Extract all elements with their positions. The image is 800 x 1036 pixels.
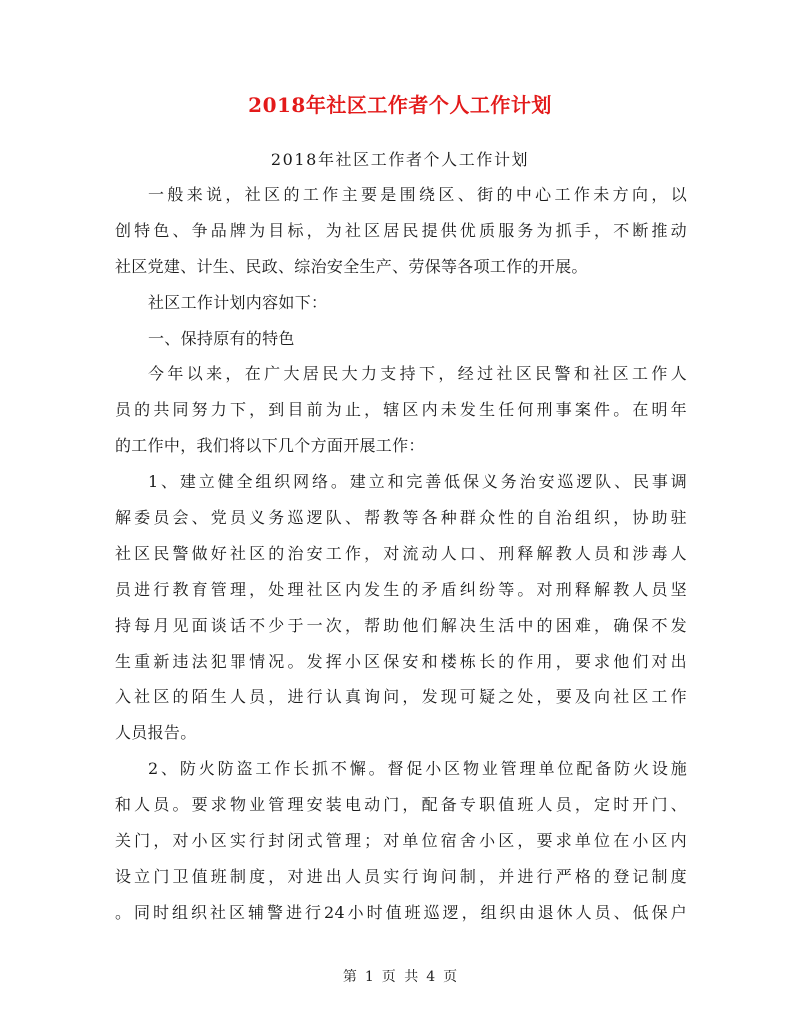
current-page-number: 1	[364, 969, 374, 985]
page-label-prefix: 第	[342, 969, 357, 985]
body-line: 持每月见面谈话不少于一次，帮助他们解决生活中的困难，确保不发	[115, 615, 687, 635]
body-line: 员进行教育管理，处理社区内发生的矛盾纠纷等。对刑释解教人员坚	[115, 579, 687, 599]
page-footer	[0, 966, 800, 988]
body-line: 和人员。要求物业管理安装电动门，配备专职值班人员，定时开门、	[115, 795, 687, 815]
body-line: 社区工作计划内容如下：	[148, 292, 328, 312]
document-subtitle: 2018年社区工作者个人工作计划	[270, 150, 530, 169]
body-line: 今年以来，在广大居民大力支持下，经过社区民警和社区工作人	[148, 364, 687, 384]
body-line: 员的共同努力下，到目前为止，辖区内未发生任何刑事案件。在明年	[115, 400, 687, 420]
body-line: 社区党建、计生、民政、综治安全生产、劳保等各项工作的开展。	[115, 256, 588, 276]
body-line: 设立门卫值班制度，对进出人员实行询问制，并进行严格的登记制度	[115, 866, 687, 886]
page-label-mid: 页 共	[381, 969, 419, 985]
page-label-suffix: 页	[443, 969, 458, 985]
document-body	[115, 182, 687, 936]
body-line: 一般来说，社区的工作主要是围绕区、街的中心工作未方向，以	[148, 185, 687, 204]
body-line: 1、建立健全组织网络。建立和完善低保义务治安巡逻队、民事调	[148, 472, 687, 492]
body-line: 入社区的陌生人员，进行认真询问，发现可疑之处，要及向社区工作	[115, 687, 687, 707]
body-line: 解委员会、党员义务巡逻队、帮教等各种群众性的自治组织，协助驻	[115, 508, 687, 528]
body-line: 社区民警做好社区的治安工作，对流动人口、刑释解教人员和涉毒人	[115, 543, 687, 563]
body-line: 创特色、争品牌为目标，为社区居民提供优质服务为抓手，不断推动	[115, 220, 687, 240]
document-title: 2018年社区工作者个人工作计划	[248, 93, 552, 117]
total-pages-number: 4	[426, 969, 436, 985]
body-line: 人员报告。	[115, 723, 197, 743]
body-line: 。同时组织社区辅警进行24小时值班巡逻，组织由退休人员、低保户	[115, 902, 687, 922]
body-line: 2、防火防盗工作长抓不懈。督促小区物业管理单位配备防火设施	[148, 759, 687, 779]
body-line: 关门，对小区实行封闭式管理；对单位宿舍小区，要求单位在小区内	[115, 831, 687, 851]
body-line: 的工作中，我们将以下几个方面开展工作：	[115, 436, 425, 456]
section-heading: 一、保持原有的特色	[148, 328, 295, 348]
body-line: 生重新违法犯罪情况。发挥小区保安和楼栋长的作用，要求他们对出	[115, 651, 687, 671]
